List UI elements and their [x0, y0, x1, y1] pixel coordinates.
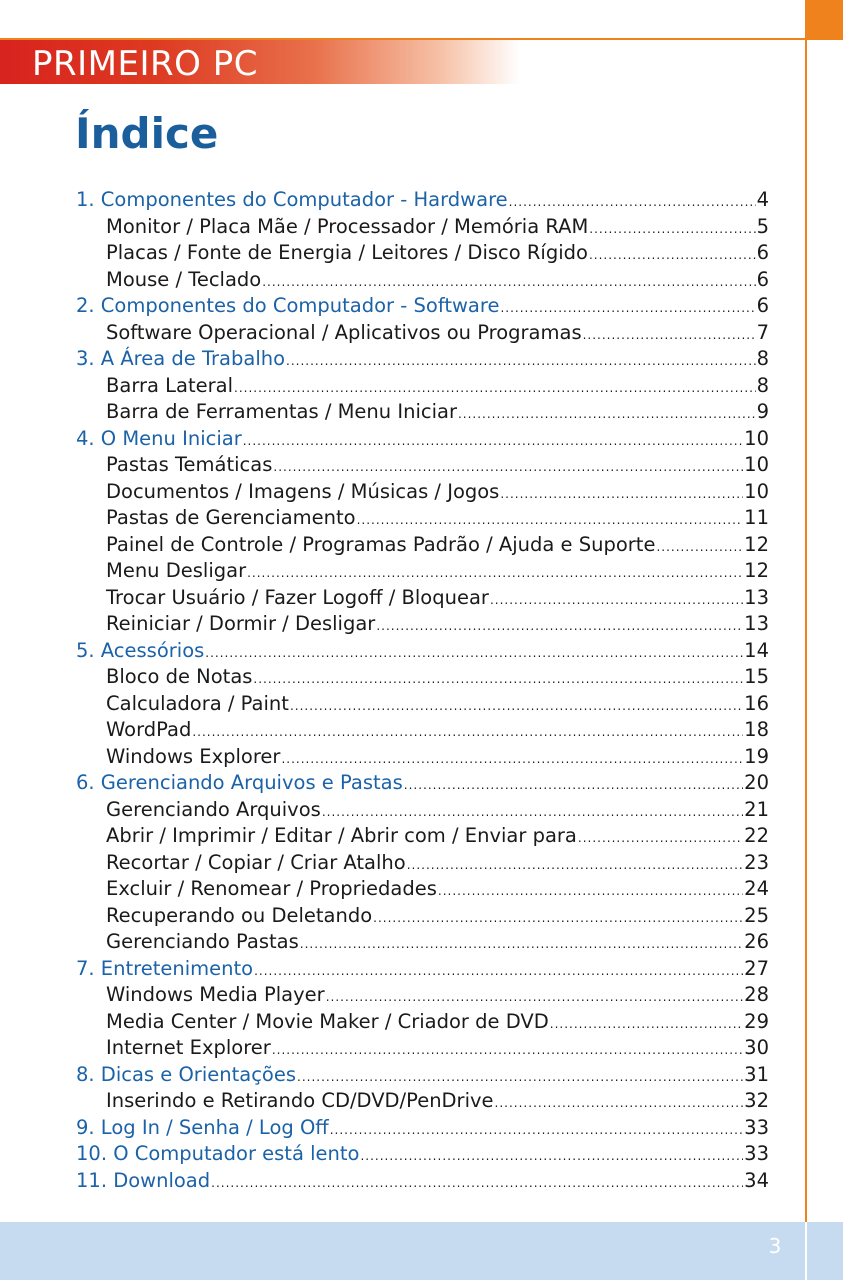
toc-page-number: 33 — [744, 1142, 769, 1165]
toc-page-number: 19 — [744, 744, 769, 768]
toc-page-number: 8 — [756, 373, 769, 397]
toc-page-number: 10 — [744, 453, 769, 476]
toc-subsection-entry[interactable] — [76, 1035, 769, 1062]
toc-entry-label: Barra Lateral — [106, 373, 234, 397]
toc-dot-leader — [360, 1143, 743, 1170]
toc-page-number: 24 — [744, 877, 769, 900]
toc-subsection-entry[interactable] — [76, 717, 769, 744]
toc-entry-label: Painel de Controle / Programas Padrão / Ajuda e Suporte — [106, 532, 656, 556]
toc-subsection-entry[interactable] — [76, 585, 769, 612]
toc-dot-leader — [300, 931, 743, 958]
toc-dot-leader — [589, 242, 756, 269]
toc-dot-leader — [211, 1170, 743, 1197]
toc-dot-leader — [205, 640, 743, 667]
toc-subsection-entry[interactable] — [76, 1088, 769, 1115]
toc-subsection-entry[interactable] — [76, 876, 769, 903]
toc-subsection-entry[interactable] — [76, 267, 769, 294]
toc-entry-label: 5. Acessórios — [76, 638, 205, 662]
toc-dot-leader — [272, 1037, 743, 1064]
toc-page-number: 25 — [744, 903, 769, 927]
toc-dot-leader — [326, 984, 743, 1011]
toc-dot-leader — [297, 1064, 743, 1091]
toc-subsection-entry[interactable] — [76, 373, 769, 400]
toc-dot-leader — [500, 481, 743, 508]
toc-page-number: 18 — [744, 718, 769, 741]
toc-entry-label: Media Center / Movie Maker / Criador de DVD — [106, 1009, 549, 1033]
toc-dot-leader — [290, 693, 743, 720]
toc-page-number: 8 — [756, 347, 769, 370]
toc-section-entry[interactable] — [76, 1141, 769, 1168]
toc-entry-label: WordPad — [106, 718, 192, 741]
toc-page-number: 12 — [744, 559, 769, 582]
toc-dot-leader — [330, 1117, 743, 1144]
toc-page-number: 16 — [744, 691, 769, 715]
toc-section-entry[interactable] — [76, 638, 769, 665]
toc-entry-label: Reiniciar / Dormir / Desligar — [106, 612, 376, 635]
toc-subsection-entry[interactable] — [76, 611, 769, 638]
toc-page-number: 22 — [744, 824, 769, 847]
toc-subsection-entry[interactable] — [76, 479, 769, 506]
toc-dot-leader — [376, 613, 743, 640]
toc-page-number: 11 — [744, 506, 769, 529]
toc-entry-label: Barra de Ferramentas / Menu Iniciar — [106, 400, 457, 423]
toc-entry-label: Calculadora / Paint — [106, 691, 289, 715]
toc-entry-label: Placas / Fonte de Energia / Leitores / Disco Rígido — [106, 241, 588, 264]
toc-section-entry[interactable] — [76, 426, 769, 453]
toc-subsection-entry[interactable] — [76, 982, 769, 1009]
toc-dot-leader — [500, 295, 755, 322]
toc-entry-label: Software Operacional / Aplicativos ou Programas — [106, 320, 582, 344]
toc-page-number: 9 — [756, 400, 769, 423]
toc-section-entry[interactable] — [76, 346, 769, 373]
toc-section-entry[interactable] — [76, 293, 769, 320]
toc-section-entry[interactable] — [76, 187, 769, 214]
toc-page-number: 32 — [744, 1089, 769, 1112]
toc-subsection-entry[interactable] — [76, 558, 769, 585]
toc-subsection-entry[interactable] — [76, 903, 769, 930]
toc-dot-leader — [247, 560, 743, 587]
toc-page-number: 29 — [744, 1009, 769, 1033]
toc-dot-leader — [404, 772, 743, 799]
toc-subsection-entry[interactable] — [76, 691, 769, 718]
toc-subsection-entry[interactable] — [76, 664, 769, 691]
toc-dot-leader — [589, 216, 755, 243]
toc-dot-leader — [578, 825, 743, 852]
toc-subsection-entry[interactable] — [76, 744, 769, 771]
toc-dot-leader — [550, 1011, 743, 1038]
toc-dot-leader — [253, 666, 743, 693]
toc-entry-label: Gerenciando Arquivos — [106, 797, 321, 821]
toc-dot-leader — [583, 322, 756, 349]
toc-dot-leader — [656, 534, 743, 561]
toc-section-entry[interactable] — [76, 1062, 769, 1089]
toc-subsection-entry[interactable] — [76, 240, 769, 267]
toc-entry-label: 8. Dicas e Orientações — [76, 1062, 297, 1086]
table-of-contents — [76, 187, 769, 1194]
footer-band — [0, 1222, 843, 1280]
toc-dot-leader — [438, 878, 743, 905]
toc-entry-label: Windows Media Player — [106, 983, 325, 1006]
toc-dot-leader — [286, 348, 756, 375]
toc-dot-leader — [357, 507, 744, 534]
toc-entry-label: Internet Explorer — [106, 1036, 271, 1059]
toc-page-number: 5 — [756, 214, 769, 238]
toc-entry-label: 9. Log In / Senha / Log Off — [76, 1115, 329, 1139]
toc-entry-label: Excluir / Renomear / Propriedades — [106, 877, 437, 900]
toc-page-number: 12 — [744, 532, 769, 556]
toc-dot-leader — [373, 905, 743, 932]
toc-dot-leader — [262, 269, 755, 296]
right-orange-rule — [805, 40, 807, 1222]
toc-subsection-entry[interactable] — [76, 823, 769, 850]
toc-subsection-entry[interactable] — [76, 532, 769, 559]
toc-page-number: 6 — [756, 241, 769, 264]
toc-subsection-entry[interactable] — [76, 452, 769, 479]
toc-entry-label: 1. Componentes do Computador - Hardware — [76, 188, 508, 211]
toc-entry-label: 6. Gerenciando Arquivos e Pastas — [76, 771, 403, 794]
toc-dot-leader — [192, 719, 743, 746]
toc-entry-label: 11. Download — [76, 1168, 211, 1192]
toc-page-number: 30 — [744, 1036, 769, 1059]
toc-page-number: 28 — [744, 983, 769, 1006]
toc-page-number: 13 — [744, 612, 769, 635]
toc-entry-label: Bloco de Notas — [106, 665, 253, 688]
toc-entry-label: Pastas de Gerenciamento — [106, 506, 356, 529]
toc-entry-label: Recortar / Copiar / Criar Atalho — [106, 850, 406, 874]
toc-section-entry[interactable] — [76, 956, 769, 983]
toc-subsection-entry[interactable] — [76, 797, 769, 824]
toc-entry-label: Menu Desligar — [106, 559, 247, 582]
toc-subsection-entry[interactable] — [76, 399, 769, 426]
toc-page-number: 10 — [744, 479, 769, 503]
toc-subsection-entry[interactable] — [76, 320, 769, 347]
toc-page-number: 7 — [756, 320, 769, 344]
page-number: 3 — [768, 1234, 782, 1258]
toc-page-number: 21 — [744, 797, 769, 821]
toc-subsection-entry[interactable] — [76, 1009, 769, 1036]
toc-page-number: 10 — [744, 426, 769, 450]
toc-dot-leader — [407, 852, 743, 879]
toc-page-number: 31 — [744, 1062, 769, 1086]
toc-page-number: 20 — [744, 771, 769, 794]
toc-dot-leader — [243, 428, 743, 455]
toc-page-number: 13 — [744, 585, 769, 609]
toc-subsection-entry[interactable] — [76, 929, 769, 956]
toc-entry-label: 10. O Computador está lento — [76, 1142, 360, 1165]
toc-entry-label: Mouse / Teclado — [106, 267, 262, 291]
toc-entry-label: Monitor / Placa Mãe / Processador / Memória RAM — [106, 214, 589, 238]
toc-page-number: 34 — [744, 1168, 769, 1192]
toc-entry-label: Pastas Temáticas — [106, 453, 273, 476]
toc-entry-label: Documentos / Imagens / Músicas / Jogos — [106, 479, 500, 503]
toc-subsection-entry[interactable] — [76, 505, 769, 532]
toc-entry-label: Recuperando ou Deletando — [106, 903, 373, 927]
footer-divider — [805, 1222, 807, 1280]
toc-page-number: 14 — [744, 638, 769, 662]
toc-dot-leader — [495, 1090, 744, 1117]
toc-page-number: 26 — [744, 930, 769, 953]
toc-entry-label: Abrir / Imprimir / Editar / Abrir com / Enviar para — [106, 824, 577, 847]
toc-dot-leader — [490, 587, 743, 614]
toc-entry-label: 2. Componentes do Computador - Software — [76, 294, 500, 317]
toc-page-number: 6 — [756, 267, 769, 291]
toc-dot-leader — [509, 189, 756, 216]
toc-dot-leader — [458, 401, 756, 428]
toc-dot-leader — [254, 958, 743, 985]
toc-section-entry[interactable] — [76, 770, 769, 797]
toc-dot-leader — [273, 454, 743, 481]
toc-section-entry[interactable] — [76, 1168, 769, 1195]
toc-dot-leader — [234, 375, 756, 402]
toc-page-number: 15 — [744, 665, 769, 688]
toc-entry-label: Windows Explorer — [106, 744, 281, 768]
toc-page-number: 6 — [756, 294, 769, 317]
toc-subsection-entry[interactable] — [76, 850, 769, 877]
toc-subsection-entry[interactable] — [76, 214, 769, 241]
toc-entry-label: Trocar Usuário / Fazer Logoff / Bloquear — [106, 585, 489, 609]
toc-entry-label: Gerenciando Pastas — [106, 930, 299, 953]
toc-page-number: 4 — [756, 188, 769, 211]
banner-title: PRIMEIRO PC — [32, 44, 258, 84]
toc-page-number: 27 — [744, 956, 769, 980]
toc-dot-leader — [281, 746, 743, 773]
toc-entry-label: 4. O Menu Iniciar — [76, 426, 242, 450]
toc-entry-label: 7. Entretenimento — [76, 956, 254, 980]
orange-corner-block — [805, 0, 843, 40]
toc-dot-leader — [322, 799, 743, 826]
toc-page-number: 23 — [744, 850, 769, 874]
toc-entry-label: Inserindo e Retirando CD/DVD/PenDrive — [106, 1089, 494, 1112]
page-title: Índice — [75, 109, 219, 158]
toc-entry-label: 3. A Área de Trabalho — [76, 347, 286, 370]
toc-section-entry[interactable] — [76, 1115, 769, 1142]
toc-page-number: 33 — [744, 1115, 769, 1139]
